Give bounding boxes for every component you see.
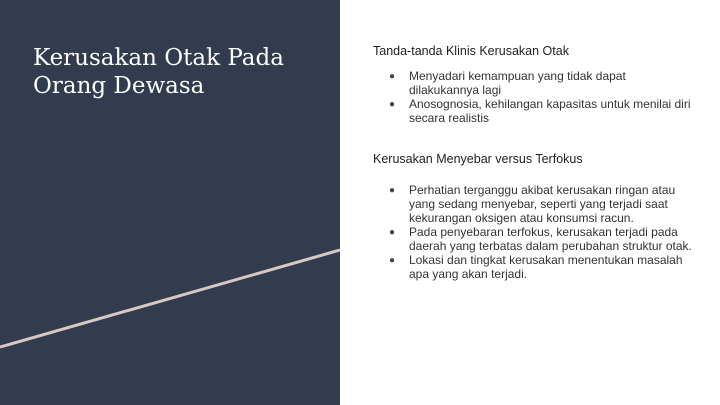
bullet-list xyxy=(373,69,693,125)
bullet-dot-icon: ● xyxy=(389,255,396,266)
bullet-item xyxy=(373,253,693,281)
bullet-text: Pada penyebaran terfokus, kerusakan terjadi pada daerah yang terbatas dalam perubahan struktur otak. xyxy=(409,225,692,253)
bullet-text: Anosognosia, kehilangan kapasitas untuk menilai diri secara realistis xyxy=(409,97,691,125)
bullet-text: Lokasi dan tingkat kerusakan menentukan masalah apa yang akan terjadi. xyxy=(409,253,683,281)
bullet-dot-icon: ● xyxy=(389,99,396,110)
bullet-item xyxy=(373,183,693,225)
title-panel xyxy=(0,0,340,405)
bullet-item xyxy=(373,69,693,97)
content-panel xyxy=(373,44,693,281)
bullet-item xyxy=(373,97,693,125)
slide-title: Kerusakan Otak Pada Orang Dewasa xyxy=(33,45,284,99)
bullet-item xyxy=(373,225,693,253)
decorative-diagonal-line xyxy=(0,0,340,405)
bullet-dot-icon: ● xyxy=(389,227,396,238)
bullet-list xyxy=(373,183,693,281)
bullet-dot-icon: ● xyxy=(389,185,396,196)
bullet-dot-icon: ● xyxy=(389,71,396,82)
bullet-text: Perhatian terganggu akibat kerusakan ringan atau yang sedang menyebar, seperti yang terjadi saat kekurangan oksigen atau konsumsi racun. xyxy=(409,183,676,225)
section-clinical-signs xyxy=(373,44,693,125)
bullet-text: Menyadari kemampuan yang tidak dapat dilakukannya lagi xyxy=(409,69,626,97)
section-heading: Kerusakan Menyebar versus Terfokus xyxy=(373,152,583,166)
section-heading: Tanda-tanda Klinis Kerusakan Otak xyxy=(373,44,569,58)
section-diffuse-vs-focal xyxy=(373,152,693,281)
